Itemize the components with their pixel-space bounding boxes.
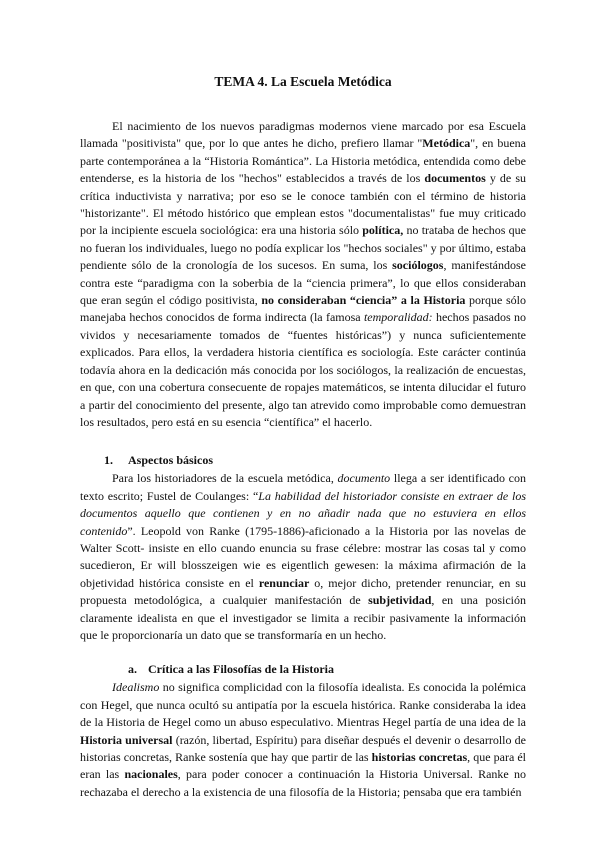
text-run: Para los historiadores de la escuela metódica, [112, 471, 338, 486]
text-run: no trataba de hechos que no fueran los individuales, luego no podía explicar los "hechos sociales" y por último, estaba pendiente sólo de la cronología de los sucesos. En suma, los [80, 223, 526, 273]
bold-text: nacionales [124, 767, 178, 782]
text-run: y de su crítica inductivista y narrativa; por eso se le conoce también con el término de historia "historizante". El método histórico que emplean estos "documentalistas" fue muy criticado por la incipiente escuela sociológica: era una historia sólo [80, 171, 527, 238]
subsection-letter: a. [128, 662, 137, 677]
text-run: , manifestándose contra este “paradigma con la soberbia de la “ciencia primera”, lo que ellos consideraban que eran según el código positivista, [80, 258, 526, 308]
text-run: ”. Leopold von Ranke (1795-1886)-aficionado a la Historia por las novelas de Walter Scott- insiste en ello cuando enuncia su frase célebre: mostrar las cosas tal y como sucedieron, Er will blosszeigen wie es eigentlich gewesen: la máxima afirmación de la objetividad histórica consiste en el [80, 523, 526, 590]
section-heading [104, 453, 526, 468]
bold-text: sociólogos [392, 258, 444, 273]
bold-text: renunciar [258, 575, 310, 590]
text-run: El nacimiento de los nuevos paradigmas modernos viene marcado por esa Escuela llamada "positivista" que, por lo que antes he dicho, prefiero llamar " [80, 119, 526, 151]
text-run: (razón, libertad, Espíritu) para diseñar después el devenir o desarrollo de historias concretas, Ranke sostenía que hay que partir de las [80, 732, 526, 764]
bold-text: historias concretas [371, 750, 468, 764]
intro-paragraph [80, 118, 526, 431]
section-paragraph [80, 470, 526, 644]
bold-text: Metódica [422, 136, 471, 151]
page-title: TEMA 4. La Escuela Metódica [214, 74, 392, 89]
italic-text: La habilidad del historiador consiste en extraer de los documentos aquello que contienen y en no añadir nada que no estuviera en ellos contenido [80, 488, 526, 538]
section-title: Aspectos básicos [128, 453, 214, 468]
text-run: , para poder conocer a continuación la Historia Universal. Ranke no rechazaba el derecho a la existencia de una filosofía de la Historia; pensaba que era también [80, 767, 526, 799]
subsection-title: Crítica a las Filosofías de la Historia [148, 662, 334, 677]
section-number: 1. [104, 453, 113, 468]
text-run: no significa complicidad con la filosofía idealista. Es conocida la polémica con Hegel, que nunca ocultó su antipatía por la escuela histórica. Ranke consideraba la idea de la Historia de Hegel como un abuso especulativo. Mientras Hegel partía de una idea de la [80, 680, 526, 730]
bold-text: política, [362, 223, 404, 238]
subsection-paragraph [80, 679, 526, 801]
bold-text: subjetividad [368, 593, 432, 608]
italic-text: documento [337, 471, 391, 486]
text-run: ", en buena parte contemporánea a la “Historia Romántica”. La Historia metódica, entendida como debe entenderse, es la historia de los "hechos" establecidos a través de los [80, 136, 526, 186]
bold-text: no consideraban “ciencia” a la Historia [261, 293, 466, 308]
text-run: , en una posición claramente idealista en que el investigador se limita a recibir pasivamente la información que le proporcionaría un dato que se transformaría en un hecho. [80, 593, 526, 642]
italic-text: temporalidad: [363, 310, 433, 325]
text-run: porque sólo manejaba hechos conocidos de forma indirecta (la famosa [80, 293, 526, 325]
bold-text: documentos [424, 171, 486, 186]
text-run: o, mejor dicho, pretender renunciar, en su propuesta metodológica, a cualquier manifestación de [80, 575, 526, 608]
subsection-heading [128, 662, 526, 677]
bold-text: Historia universal [80, 732, 173, 747]
text-run: llega a ser identificado con texto escrito; Fustel de Coulanges: “ [80, 471, 526, 503]
italic-text: Idealismo [112, 680, 160, 695]
text-run: , que para él eran las [80, 750, 527, 782]
text-run: hechos pasados no vividos y necesariamente tomados de “fuentes históricas”) y nunca suficientemente explicados. Para ellos, la verdadera historia científica es sociología. Este carácter continúa todavía ahora en la dedicación más conocida por los sociólogos, la realización de encuestas, en que, con una cobertura consecuente de ropajes matemáticos, se intenta dilucidar el futuro a partir del conocimiento del presente, algo tan atrevido como improbable como demuestran los resultados, pero está en su esencia “científica” el hacerlo. [80, 310, 526, 429]
